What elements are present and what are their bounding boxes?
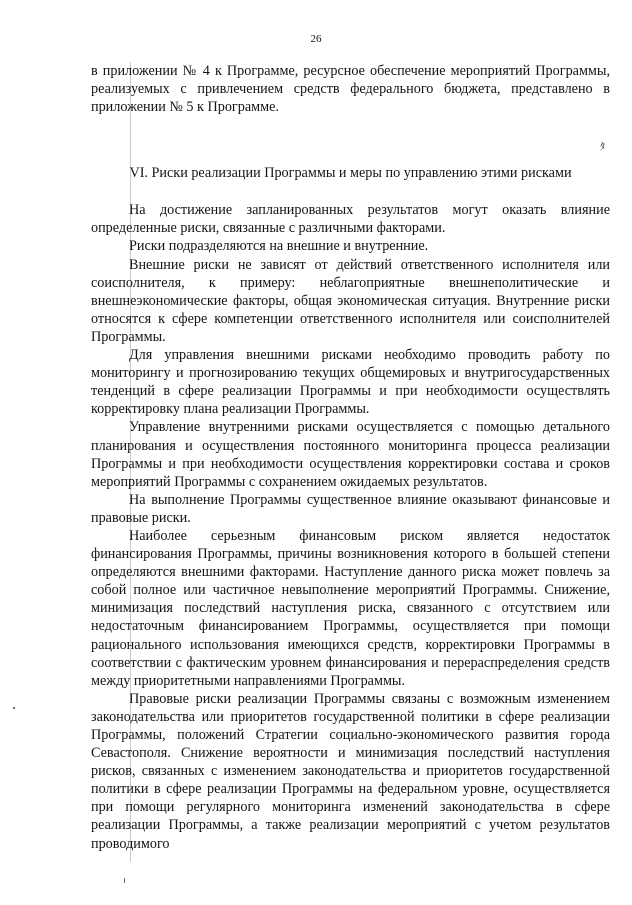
page-number: 26 [310,33,322,45]
paragraph: Внешние риски не зависят от действий ответственного исполнителя или соисполнителя, к примеру: неблагоприятные внешнеполитические и внешнеэкономические факторы, общая экономическая ситуация. Внутренние риски относятся к сфере компетенции ответственного исполнителя или соисполнителей Программы. [91,256,610,345]
intro-paragraph: в приложении № 4 к Программе, ресурсное обеспечение мероприятий Программы, реализуемых с привлечением средств федерального бюджета, представлено в приложении № 5 к Программе. [91,63,610,116]
scan-speck [13,707,15,709]
paragraph: На выполнение Программы существенное влияние оказывают финансовые и правовые риски. [91,491,610,526]
section-heading: VI. Риски реализации Программы и меры по управлению этими рисками [129,165,572,182]
paragraph: На достижение запланированных результатов могут оказать влияние определенные риски, связанные с различными факторами. [91,202,610,237]
paragraph: Управление внутренними рисками осуществляется с помощью детального планирования и осуществления постоянного мониторинга процесса реализации Программы и при необходимости осуществления корректировки состава и сроков мероприятий Программы с сохранением ожидаемых результатов. [91,419,610,490]
paragraph: Для управления внешними рисками необходимо проводить работу по мониторингу и прогнозированию текущих общемировых и внутригосударственных тенденций в сфере реализации Программы и при необходимости осуществлять корректировку плана реализации Программы. [91,347,610,418]
paragraph: Правовые риски реализации Программы связаны с возможным изменением законодательства или приоритетов государственной политики в сфере реализации Программы, положений Стратегии социально-экономического развития города Севастополя. Снижение вероятности и минимизация последствий наступления рисков, связанных с изменением законодательства и приоритетов государственной политики в сфере реализации Программы на федеральном уровне, осуществляется при помощи регулярного мониторинга изменений законодательства в сфере реализации Программы, а также реализации мероприятий с учетом результатов проводимого [91,690,610,852]
scan-speck [124,878,125,883]
document-body [91,62,610,853]
paragraph: Наиболее серьезным финансовым риском является недостаток финансирования Программы, причины возникновения которого в большей степени определяются внешними факторами. Наступление данного риска может повлечь за собой полное или частичное невыполнение мероприятий Программы. Снижение, минимизация последствий наступления риска, связанного с отсутствием или недостаточным финансированием Программы, осуществляется при помощи рационального использования имеющихся средств, корректировки Программы в соответствии с фактическим уровнем финансирования и перераспределения средств между приоритетными направлениями Программы. [91,527,610,689]
paragraph: Риски подразделяются на внешние и внутренние. [129,238,429,255]
corner-mark: ﾀ [600,142,605,153]
